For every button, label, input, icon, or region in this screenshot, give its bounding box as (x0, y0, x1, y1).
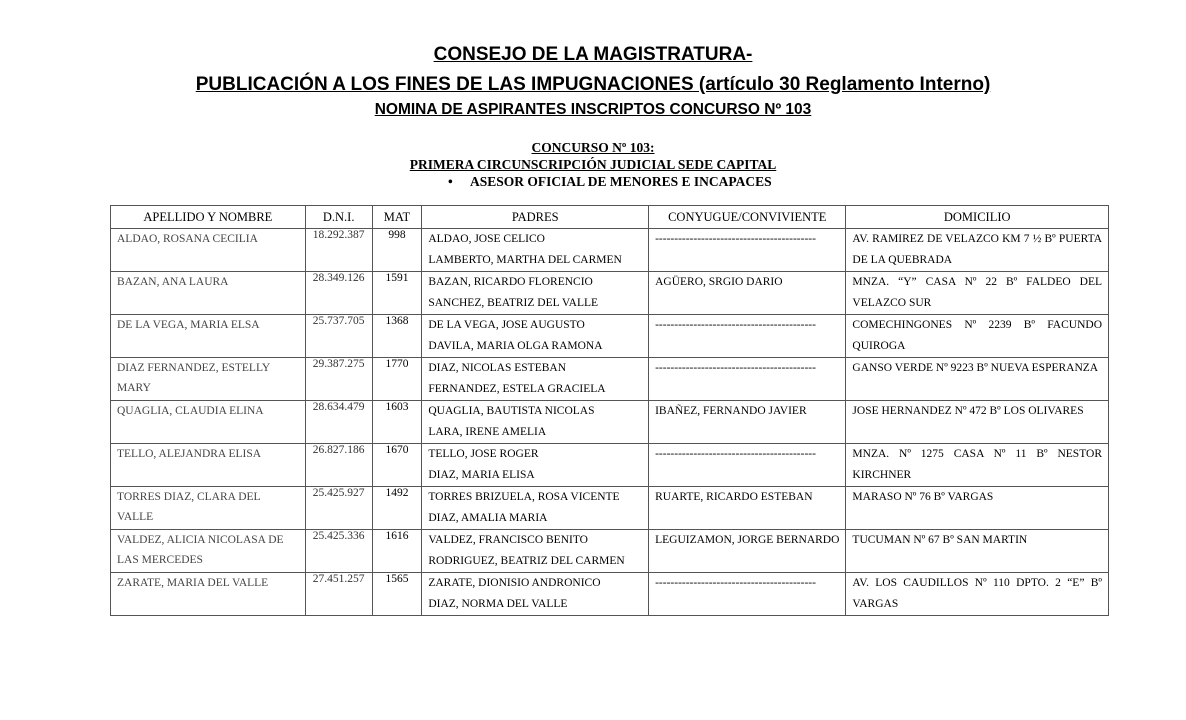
cell-nombre-container (111, 272, 306, 315)
cell-madre: DAVILA, MARIA OLGA RAMONA (428, 340, 603, 352)
column-header-conyuge: CONYUGUE/CONVIVIENTE (649, 206, 846, 229)
cell-conyuge-container (649, 315, 846, 358)
cell-domicilio: MARASO Nº 76 Bº VARGAS (852, 491, 994, 503)
cell-madre: DIAZ, NORMA DEL VALLE (428, 598, 568, 610)
cell-padres-container (422, 229, 649, 272)
cell-domicilio: AV. RAMIREZ DE VELAZCO KM 7 ½ Bº PUERTA DE LA QUEBRADA (852, 233, 1102, 266)
cell-padre: QUAGLIA, BAUTISTA NICOLAS (428, 405, 595, 417)
cell-conyuge: IBAÑEZ, FERNANDO JAVIER (655, 405, 807, 417)
cell-nombre-container (111, 444, 306, 487)
cell-dni-container (305, 444, 372, 487)
table-row (111, 272, 1109, 315)
cell-conyuge-container (649, 229, 846, 272)
cell-dni: 28.634.479 (312, 401, 365, 413)
cell-domicilio: GANSO VERDE Nº 9223 Bº NUEVA ESPERANZA (852, 362, 1099, 374)
cell-mat: 1591 (385, 272, 409, 284)
cell-domicilio-container (846, 272, 1109, 315)
cell-domicilio-container (846, 444, 1109, 487)
table-row (111, 444, 1109, 487)
cell-madre: FERNANDEZ, ESTELA GRACIELA (428, 383, 606, 395)
cell-mat-container (372, 401, 422, 444)
cell-nombre: TELLO, ALEJANDRA ELISA (117, 448, 262, 460)
cell-mat: 1616 (385, 530, 409, 542)
aspirantes-table (110, 205, 1109, 616)
cell-conyuge-container (649, 573, 846, 616)
cell-mat-container (372, 573, 422, 616)
cell-dni-container (305, 315, 372, 358)
cell-dni-container (305, 272, 372, 315)
table-row (111, 358, 1109, 401)
column-header-dni: D.N.I. (305, 206, 372, 229)
cell-padre: BAZAN, RICARDO FLORENCIO (428, 276, 593, 288)
cell-conyuge: LEGUIZAMON, JORGE BERNARDO (655, 534, 840, 546)
cell-conyuge-container (649, 487, 846, 530)
cell-mat: 998 (388, 229, 406, 241)
cell-mat: 1770 (385, 358, 409, 370)
cell-madre: SANCHEZ, BEATRIZ DEL VALLE (428, 297, 599, 309)
table-body (111, 229, 1109, 616)
cell-nombre: DIAZ FERNANDEZ, ESTELLY MARY (117, 362, 270, 394)
cell-padre: VALDEZ, FRANCISCO BENITO (428, 534, 588, 546)
cell-dni: 29.387.275 (312, 358, 365, 370)
cell-mat-container (372, 358, 422, 401)
cell-dni: 25.425.927 (312, 487, 365, 499)
cell-conyuge-container (649, 272, 846, 315)
cell-mat-container (372, 272, 422, 315)
cell-domicilio: MNZA. “Y” CASA Nº 22 Bº FALDEO DEL VELAZCO SUR (852, 276, 1102, 309)
column-header-mat: MAT (372, 206, 422, 229)
cell-padres-container (422, 272, 649, 315)
cell-domicilio: JOSE HERNANDEZ Nº 472 Bº LOS OLIVARES (852, 405, 1084, 417)
cell-mat: 1670 (385, 444, 409, 456)
cell-madre: DIAZ, MARIA ELISA (428, 469, 535, 481)
cell-madre: RODRIGUEZ, BEATRIZ DEL CARMEN (428, 555, 625, 567)
cell-domicilio-container (846, 401, 1109, 444)
cell-nombre: BAZAN, ANA LAURA (117, 276, 229, 288)
cell-dni-container (305, 358, 372, 401)
cell-mat-container (372, 229, 422, 272)
cell-mat: 1492 (385, 487, 409, 499)
cell-nombre: TORRES DIAZ, CLARA DEL VALLE (117, 491, 261, 523)
cell-conyuge: RUARTE, RICARDO ESTEBAN (655, 491, 813, 503)
concurso-label: CONCURSO Nº 103: (531, 140, 655, 155)
cell-padres-container (422, 487, 649, 530)
cell-dni-container (305, 229, 372, 272)
cell-padre: TORRES BRIZUELA, ROSA VICENTE (428, 491, 620, 503)
cell-conyuge: ------------------------------------------ (655, 448, 816, 460)
cell-madre: DIAZ, AMALIA MARIA (428, 512, 548, 524)
table-row (111, 229, 1109, 272)
cell-padre: DE LA VEGA, JOSE AUGUSTO (428, 319, 585, 331)
cell-conyuge: AGÜERO, SRGIO DARIO (655, 276, 783, 288)
cell-nombre-container (111, 573, 306, 616)
cell-domicilio-container (846, 573, 1109, 616)
cell-conyuge-container (649, 444, 846, 487)
cell-padre: ALDAO, JOSE CELICO (428, 233, 545, 245)
table-row (111, 530, 1109, 573)
cell-padres-container (422, 444, 649, 487)
cell-conyuge: ------------------------------------------ (655, 319, 816, 331)
cell-conyuge: ------------------------------------------ (655, 577, 816, 589)
cell-nombre: DE LA VEGA, MARIA ELSA (117, 319, 260, 331)
cell-domicilio: MNZA. Nº 1275 CASA Nº 11 Bº NESTOR KIRCHNER (852, 448, 1102, 481)
cell-domicilio: AV. LOS CAUDILLOS Nº 110 DPTO. 2 “E” Bº VARGAS (852, 577, 1102, 610)
cell-mat-container (372, 444, 422, 487)
cell-conyuge-container (649, 358, 846, 401)
cell-padres-container (422, 315, 649, 358)
cell-dni-container (305, 487, 372, 530)
column-header-nombre: APELLIDO Y NOMBRE (111, 206, 306, 229)
cell-nombre-container (111, 487, 306, 530)
cell-padre: ZARATE, DIONISIO ANDRONICO (428, 577, 601, 589)
cell-conyuge: ------------------------------------------ (655, 233, 816, 245)
table-header-row (111, 206, 1109, 229)
cell-nombre-container (111, 229, 306, 272)
document-title: CONSEJO DE LA MAGISTRATURA- (433, 44, 753, 65)
cargo-item (448, 174, 772, 190)
cell-padres-container (422, 530, 649, 573)
cell-padres-container (422, 401, 649, 444)
cell-dni: 25.425.336 (312, 530, 365, 542)
cell-mat-container (372, 315, 422, 358)
table-row (111, 401, 1109, 444)
cargo-label: ASESOR OFICIAL DE MENORES E INCAPACES (470, 174, 772, 189)
cell-domicilio: TUCUMAN Nº 67 Bº SAN MARTIN (852, 534, 1028, 546)
list-title: NOMINA DE ASPIRANTES INSCRIPTOS CONCURSO Nº 103 (374, 101, 812, 118)
cell-padres-container (422, 358, 649, 401)
column-header-domicilio: DOMICILIO (846, 206, 1109, 229)
cell-conyuge-container (649, 530, 846, 573)
cell-mat-container (372, 530, 422, 573)
cell-mat: 1368 (385, 315, 409, 327)
cell-conyuge: ------------------------------------------ (655, 362, 816, 374)
cell-padre: TELLO, JOSE ROGER (428, 448, 539, 460)
cell-domicilio-container (846, 487, 1109, 530)
cell-mat: 1565 (385, 573, 409, 585)
bullet-icon: • (448, 174, 453, 189)
cell-nombre: ALDAO, ROSANA CECILIA (117, 233, 258, 245)
cell-domicilio-container (846, 530, 1109, 573)
cell-conyuge-container (649, 401, 846, 444)
cell-nombre: VALDEZ, ALICIA NICOLASA DE LAS MERCEDES (117, 534, 284, 566)
cell-madre: LARA, IRENE AMELIA (428, 426, 547, 438)
cell-mat-container (372, 487, 422, 530)
cell-dni-container (305, 530, 372, 573)
cell-mat: 1603 (385, 401, 409, 413)
cell-nombre-container (111, 315, 306, 358)
table-row (111, 573, 1109, 616)
cell-dni: 27.451.257 (312, 573, 365, 585)
cell-domicilio-container (846, 229, 1109, 272)
cell-nombre: ZARATE, MARIA DEL VALLE (117, 577, 269, 589)
cell-domicilio-container (846, 358, 1109, 401)
cell-nombre: QUAGLIA, CLAUDIA ELINA (117, 405, 264, 417)
cell-dni-container (305, 573, 372, 616)
cell-nombre-container (111, 401, 306, 444)
column-header-padres: PADRES (422, 206, 649, 229)
cell-nombre-container (111, 358, 306, 401)
table-row (111, 487, 1109, 530)
circunscripcion-label: PRIMERA CIRCUNSCRIPCIÓN JUDICIAL SEDE CAPITAL (409, 157, 777, 172)
cell-domicilio: COMECHINGONES Nº 2239 Bº FACUNDO QUIROGA (852, 319, 1102, 352)
cell-dni: 18.292.387 (312, 229, 365, 241)
cell-madre: LAMBERTO, MARTHA DEL CARMEN (428, 254, 622, 266)
cell-dni: 26.827.186 (312, 444, 365, 456)
cell-dni-container (305, 401, 372, 444)
cell-dni: 25.737.705 (312, 315, 365, 327)
cell-dni: 28.349.126 (312, 272, 365, 284)
cell-nombre-container (111, 530, 306, 573)
cell-domicilio-container (846, 315, 1109, 358)
table-row (111, 315, 1109, 358)
publication-title: PUBLICACIÓN A LOS FINES DE LAS IMPUGNACIONES (artículo 30 Reglamento Interno) (195, 74, 991, 95)
cell-padres-container (422, 573, 649, 616)
cell-padre: DIAZ, NICOLAS ESTEBAN (428, 362, 567, 374)
